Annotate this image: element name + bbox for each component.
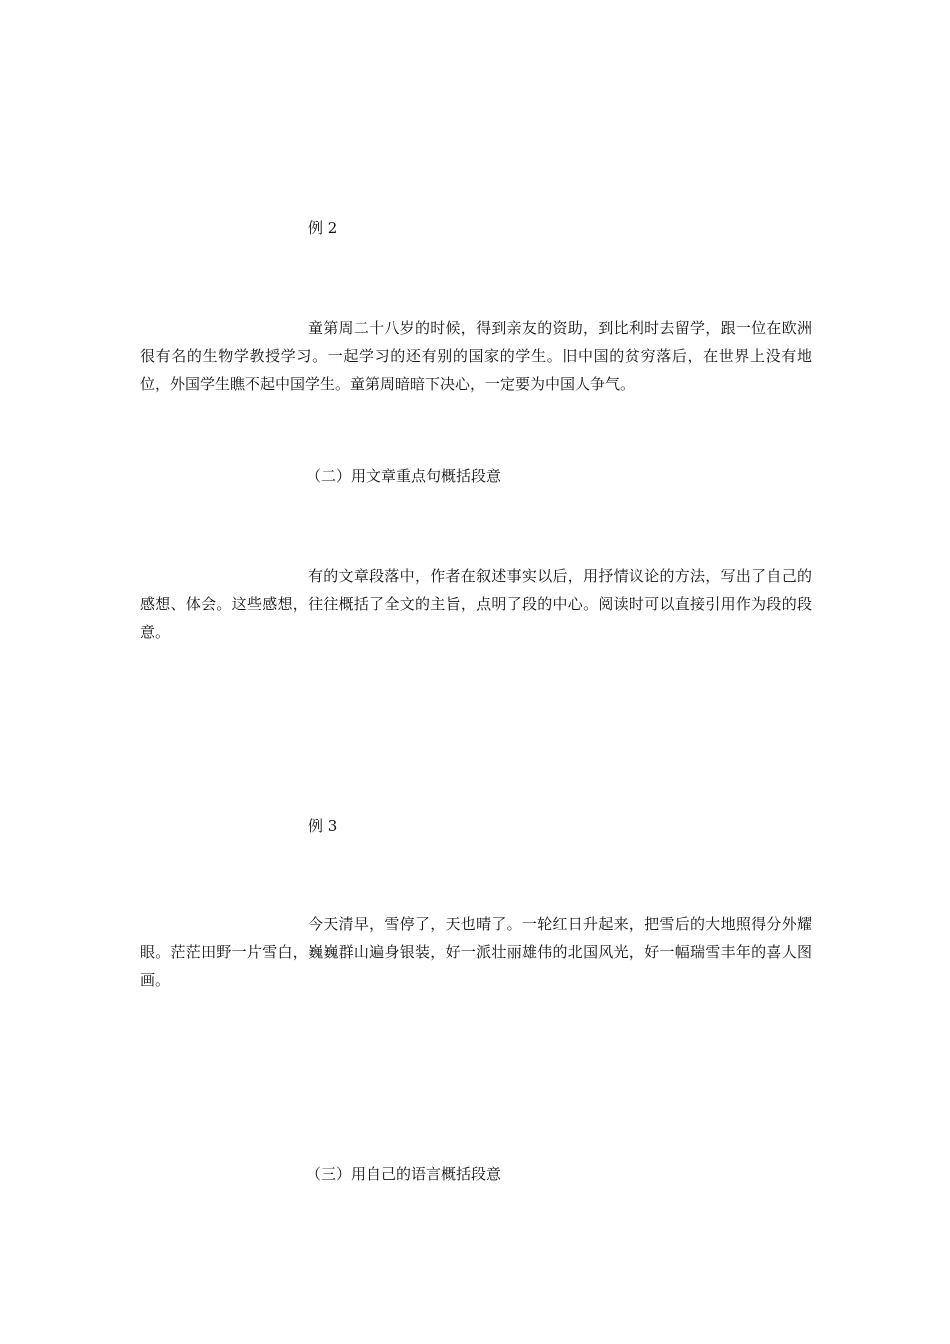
paragraph-tong-dizhou: 童第周二十八岁的时候，得到亲友的资助，到比利时去留学，跟一位在欧洲很有名的生物学教授学习。一起学习的还有别的国家的学生。旧中国的贫穷落后，在世界上没有地位，外国学生瞧不起中国学生。童第周暗暗下决心，一定要为中国人争气。 [140, 319, 812, 393]
example-3-label: 例 3 [308, 817, 338, 835]
section-heading-3: （三）用自己的语言概括段意 [306, 1165, 502, 1183]
example-2-label: 例 2 [308, 219, 338, 237]
paragraph-key-sentence: 有的文章段落中，作者在叙述事实以后，用抒情议论的方法，写出了自己的感想、体会。这些感想，往往概括了全文的主旨，点明了段的中心。阅读时可以直接引用作为段的段意。 [140, 567, 812, 641]
section-heading-2: （二）用文章重点句概括段意 [306, 467, 502, 485]
paragraph-snow-scene: 今天清早，雪停了，天也晴了。一轮红日升起来，把雪后的大地照得分外耀眼。茫茫田野一片雪白，巍巍群山遍身银装，好一派壮丽雄伟的北国风光，好一幅瑞雪丰年的喜人图画。 [140, 915, 812, 989]
